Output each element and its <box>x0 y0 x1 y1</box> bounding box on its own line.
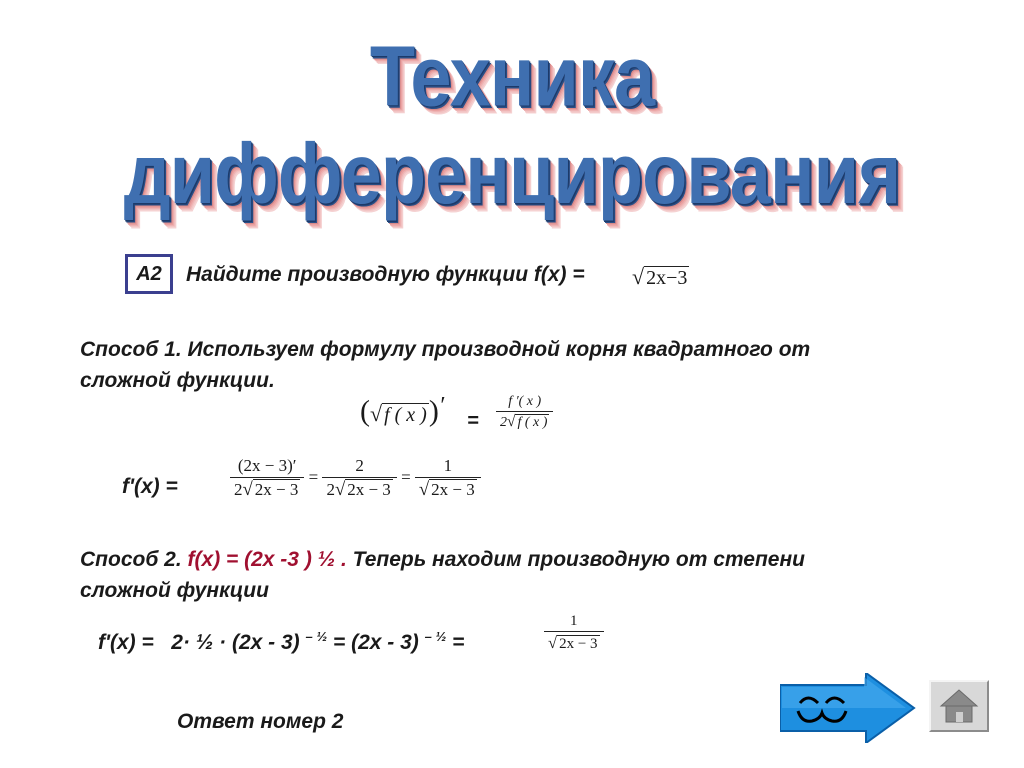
calc-expression: $\frac{(2x - 3)'}{2√ 2x - 3}$ = $\frac{2}{2√ 2x - 3}$ = $\frac{1}{√ 2x - 3}$ <box>230 456 481 501</box>
method1-line1: Способ 1. Используем формулу производной корня квадратного от <box>80 338 811 361</box>
method2-expression: f(x) = (2x -3 ) ½ . <box>187 548 347 571</box>
task-text: Найдите производную функции f(x) = <box>186 263 585 286</box>
task-expression: √ 2x−3 <box>632 264 688 289</box>
formula-equals: = <box>467 410 479 432</box>
method1-line2: сложной функции. <box>80 369 275 392</box>
home-icon <box>931 682 987 730</box>
formula-lhs: (√ f ( x ))′ <box>360 393 445 428</box>
method2-line1: Способ 2. f(x) = (2x -3 ) ½ . Теперь находим производную от степени <box>80 548 806 571</box>
answer-text: Ответ номер 2 <box>177 710 344 733</box>
home-button[interactable] <box>929 680 989 732</box>
formula-numerator: f ′( x ) <box>508 394 542 409</box>
page-title: Техника дифференцирования <box>123 28 901 222</box>
task-radicand: 2x−3 <box>646 267 688 289</box>
formula-rhs: $\frac{f '( x )}{2√ f ( x )}$ <box>496 394 553 431</box>
task-label-box: А2 <box>125 254 173 294</box>
calc-lhs: f'(x) = <box>122 475 178 498</box>
result-fraction: $\frac{1}{√ 2x - 3}$ <box>544 613 604 653</box>
method2-line2: сложной функции <box>80 579 269 602</box>
result-line: f'(x) = 2· ½ · (2x - 3) $^{- \frac{1}{2}}$ = (2x - 3) $^{- \frac{1}{2}}$ = <box>98 629 465 654</box>
next-slide-button[interactable] <box>780 673 916 743</box>
arrow-right-smiley-icon <box>780 673 916 743</box>
